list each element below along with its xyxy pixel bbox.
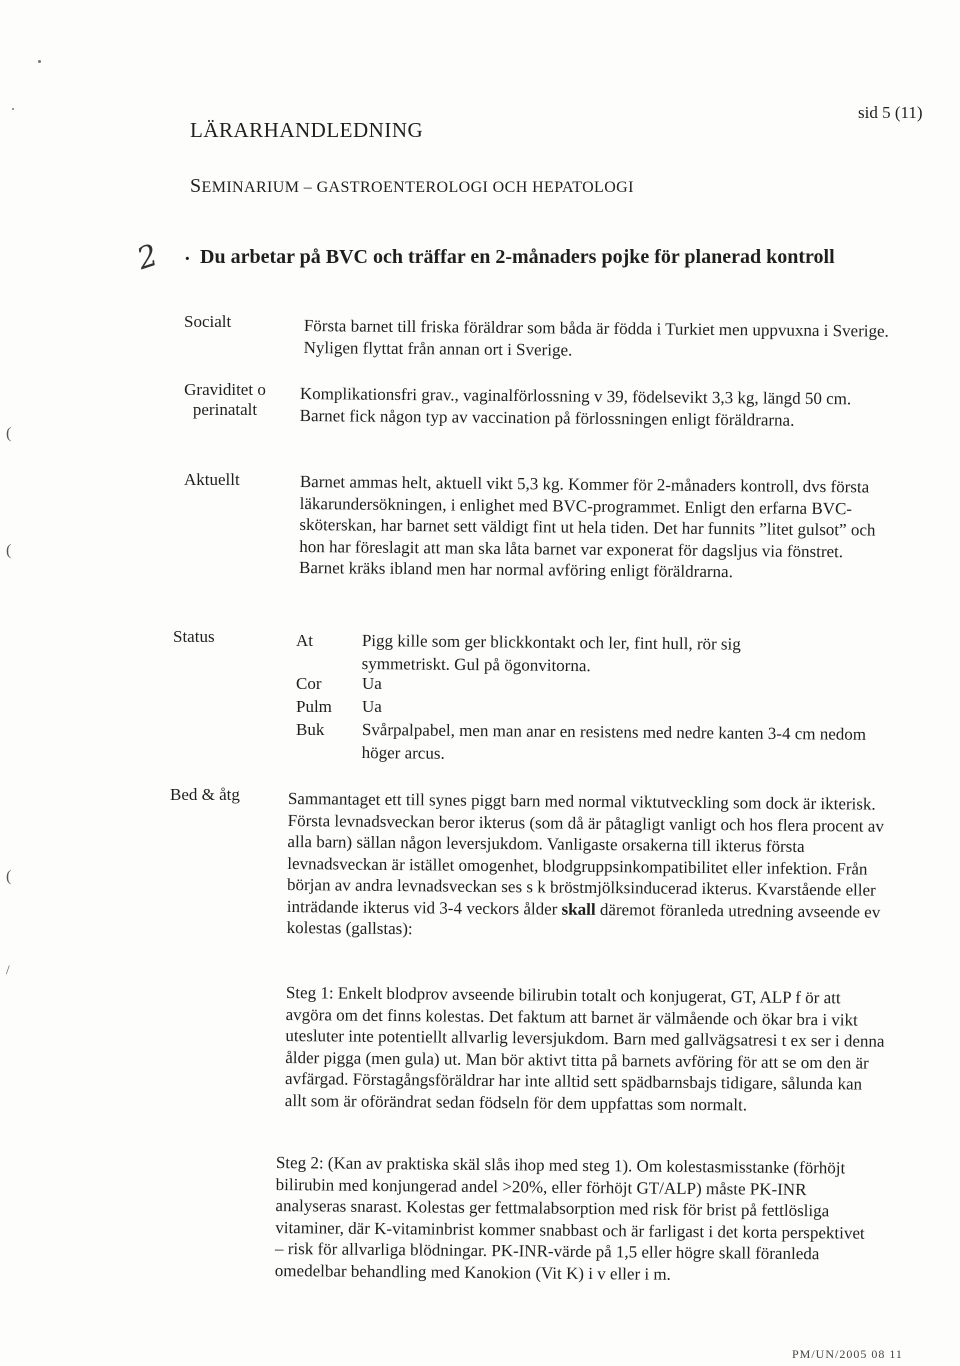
page-number: sid 5 (11) xyxy=(858,103,923,122)
status-cor-value: Ua xyxy=(362,674,382,693)
label-graviditet-line2: perinatalt xyxy=(192,400,258,419)
status-buk-value: Svårpalpabel, men man anar en resistens med nedre kanten 3-4 cm nedom höger arcus. xyxy=(361,719,867,763)
label-graviditet xyxy=(170,380,280,420)
bed-intro-part1: Sammantaget ett till synes piggt barn med normal viktutveckling som dock är ikterisk. Första levnadsveckan beror ikterus (som då är påtagligt vanligt och hos flera procent av alla barn) sällan någon leversjukdom. Vanligaste orsakerna till ikterus första levnadsveckan är istället omogenhet, blodgruppsinkompatibilitet eller infektion. Från början av andra levnadsveckan ses s k bröstmjölksinducerad ikterus. Kvarstående eller inträdande ikterus vid 3-4 veckors ålder xyxy=(286,788,884,919)
text-steg2: Steg 2: (Kan av praktiska skäl slås ihop med steg 1). Om kolestasmisstanke (förhöjt bilirubin med konjungerad andel >20%, eller förhöjt GT/ALP) måste PK-INR analyseras snarast. Kolestas ger fettmalabsorption med risk för brist på fettlösliga vitaminer, där K-vitaminbrist kommer snabbast och är farligast i det korta perspektivet – risk för allvarliga blödningar. PK-INR-värde på 1,5 eller högre skall föranleda omedelbar behandling med Kanokion (Vit K) i v eller i m. xyxy=(274,1153,865,1284)
scan-speck xyxy=(38,60,41,63)
label-bed: Bed & åtg xyxy=(170,785,240,804)
subtitle-part1: EMINARIUM – xyxy=(201,179,317,196)
text-steg1: Steg 1: Enkelt blodprov avseende bilirubin totalt och konjugerat, GT, ALP f ör att avgöra om det finns kolestas. Det faktum att barnet är välmående och ökar bra i vikt utesluter inte potentiellt allvarlig leversjukdom. Barn med gallvägsatresi t ex ser i denna ålder pigga (men gula) ut. Man bör aktivt titta på barnets avföring för att se om den är avfärgad. Förstagångsföräldrar har inte alltid sett spädbarnsbajs tidigare, sålunda kan allt som är oförändrat sedan födseln för dem uppfattas som normalt. xyxy=(284,982,885,1114)
label-socialt: Socialt xyxy=(184,312,232,331)
status-cor-key: Cor xyxy=(296,674,322,693)
status-buk-key: Buk xyxy=(296,720,325,739)
status-at-key: At xyxy=(296,631,313,650)
text-bed-intro xyxy=(287,788,888,944)
subtitle-part2: GASTROENTEROLOGI OCH HEPATOLOGI xyxy=(316,179,634,196)
margin-mark: ( xyxy=(6,425,12,442)
seminar-subtitle xyxy=(190,175,634,198)
label-status: Status xyxy=(173,627,215,646)
document-title: LÄRARHANDLEDNING xyxy=(190,118,424,142)
status-pulm-key: Pulm xyxy=(296,697,332,716)
margin-mark: ( xyxy=(6,868,12,885)
margin-mark: ( xyxy=(6,542,12,559)
margin-mark: / xyxy=(6,962,10,977)
text-graviditet: Komplikationsfri grav., vaginalförlossning v 39, födelsevikt 3,3 kg, längd 50 cm. Barnet fick någon typ av vaccination på förlossningen enligt föräldrarna. xyxy=(299,383,852,430)
status-at-value: Pigg kille som ger blickkontakt och ler, fint hull, rör sig symmetriskt. Gul på ögonvitorna. xyxy=(361,630,741,675)
bed-intro-part2: däremot föranleda utredning avseende ev kolestas (gallstas): xyxy=(286,899,881,939)
question-text: Du arbetar på BVC och träffar en 2-månaders pojke för planerad kontroll xyxy=(200,246,835,268)
footer-code: PM/UN/2005 08 11 xyxy=(792,1347,903,1361)
label-aktuellt: Aktuellt xyxy=(184,470,240,489)
subtitle-cap: S xyxy=(190,175,202,197)
text-socialt: Första barnet till friska föräldrar som båda är födda i Turkiet men uppvuxna i Sverige. Nyligen flyttat från annan ort i Sverige. xyxy=(303,315,889,360)
label-graviditet-line1: Graviditet o xyxy=(184,380,266,399)
bed-intro-bold: skall xyxy=(561,899,596,919)
scan-speck xyxy=(12,108,14,110)
question-number: 2 xyxy=(133,237,163,278)
text-aktuellt: Barnet ammas helt, aktuell vikt 5,3 kg. Kommer för 2-månaders kontroll, dvs första läkarundersökningen, i enlighet med BVC-programmet. Enligt den erfarna BVC-sköterskan, har barnet sett väldigt fint ut hela tiden. Det har funnits ”litet gulsot” och hon har föreslagit att man ska låta barnet var exponerat för dagsljus via fönstret. Barnet kräks ibland men har normal avföring enligt föräldrarna. xyxy=(298,471,876,582)
question-bullet: · xyxy=(184,248,191,270)
status-pulm-value: Ua xyxy=(362,697,382,716)
